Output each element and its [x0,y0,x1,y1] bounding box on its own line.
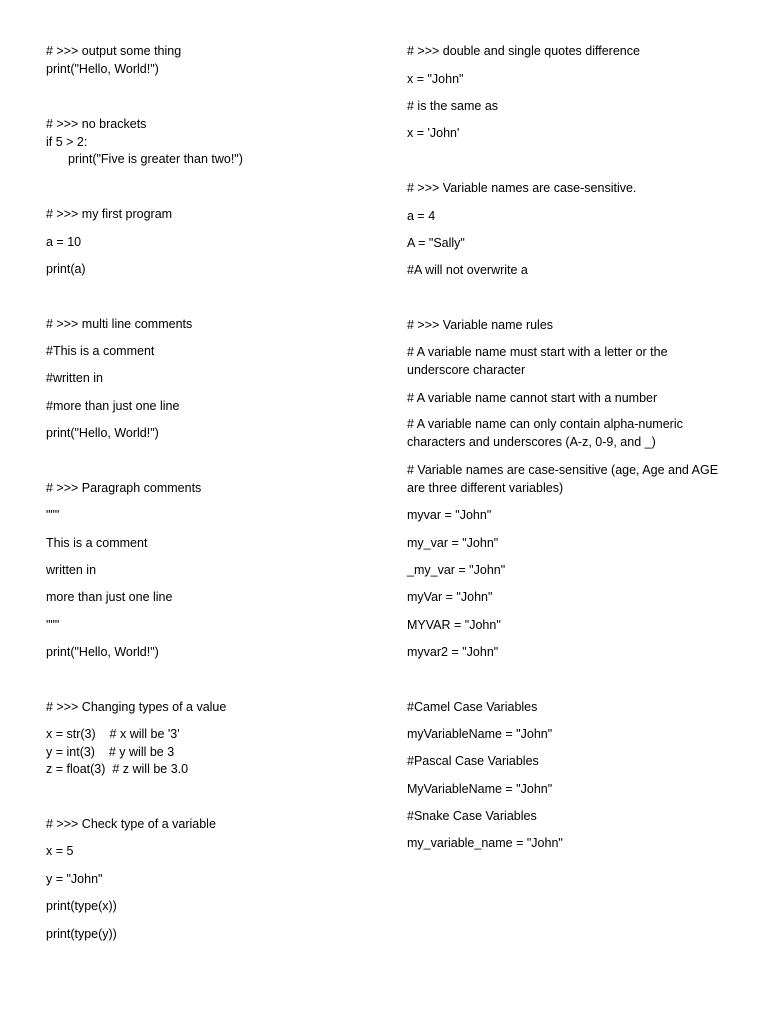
section-heading-name-rules: # >>> Variable name rules [407,318,554,332]
code-line: myvar2 = "John" [407,645,499,659]
code-line: y = int(3) # y will be 3 [46,745,175,759]
code-line: y = "John" [46,872,103,886]
code-line: more than just one line [46,590,173,604]
code-line: print("Five is greater than two!") [68,152,243,166]
section-heading-pascal-case: #Pascal Case Variables [407,754,539,768]
code-line: # Variable names are case-sensitive (age, Age and AGE are three different variables) [407,463,719,495]
code-line: """ [46,618,60,632]
code-line: This is a comment [46,536,148,550]
code-line: print(a) [46,262,86,276]
code-line: x = 'John' [407,126,460,140]
code-line: z = float(3) # z will be 3.0 [46,762,189,776]
code-line: print("Hello, World!") [46,426,159,440]
code-line: # is the same as [407,99,499,113]
code-line: print(type(y)) [46,927,117,941]
code-line: A = "Sally" [407,236,465,250]
code-line: print("Hello, World!") [46,62,159,76]
section-heading-output: # >>> output some thing [46,44,182,58]
code-line: print(type(x)) [46,899,117,913]
code-line: a = 4 [407,209,436,223]
code-line: # A variable name cannot start with a number [407,391,658,405]
section-heading-case-sensitive: # >>> Variable names are case-sensitive. [407,181,637,195]
code-line: myVariableName = "John" [407,727,553,741]
section-heading-check-type: # >>> Check type of a variable [46,817,216,831]
code-line: #written in [46,371,103,385]
code-line: #more than just one line [46,399,180,413]
code-line: #This is a comment [46,344,155,358]
section-heading-no-brackets: # >>> no brackets [46,117,147,131]
code-line: x = "John" [407,72,464,86]
code-line: """ [46,508,60,522]
code-line: x = 5 [46,844,74,858]
section-heading-quotes: # >>> double and single quotes difference [407,44,640,58]
code-line: my_variable_name = "John" [407,836,563,850]
code-line: MYVAR = "John" [407,618,501,632]
code-line: #A will not overwrite a [407,263,528,277]
code-line: written in [46,563,97,577]
code-line: MyVariableName = "John" [407,782,553,796]
code-line: myVar = "John" [407,590,493,604]
section-heading-paragraph-comments: # >>> Paragraph comments [46,481,202,495]
code-line: myvar = "John" [407,508,492,522]
section-heading-changing-types: # >>> Changing types of a value [46,700,227,714]
code-line: _my_var = "John" [407,563,506,577]
code-line: my_var = "John" [407,536,499,550]
code-line: x = str(3) # x will be '3' [46,727,180,741]
section-heading-camel-case: #Camel Case Variables [407,700,538,714]
code-line: # A variable name must start with a letter or the underscore character [407,345,668,377]
code-line: print("Hello, World!") [46,645,159,659]
section-heading-multiline-comments: # >>> multi line comments [46,317,193,331]
code-line: a = 10 [46,235,82,249]
code-line: if 5 > 2: [46,135,88,149]
section-heading-snake-case: #Snake Case Variables [407,809,537,823]
section-heading-first-program: # >>> my first program [46,207,173,221]
code-line: # A variable name can only contain alpha-numeric characters and underscores (A-z, 0-9, and _) [407,417,683,449]
